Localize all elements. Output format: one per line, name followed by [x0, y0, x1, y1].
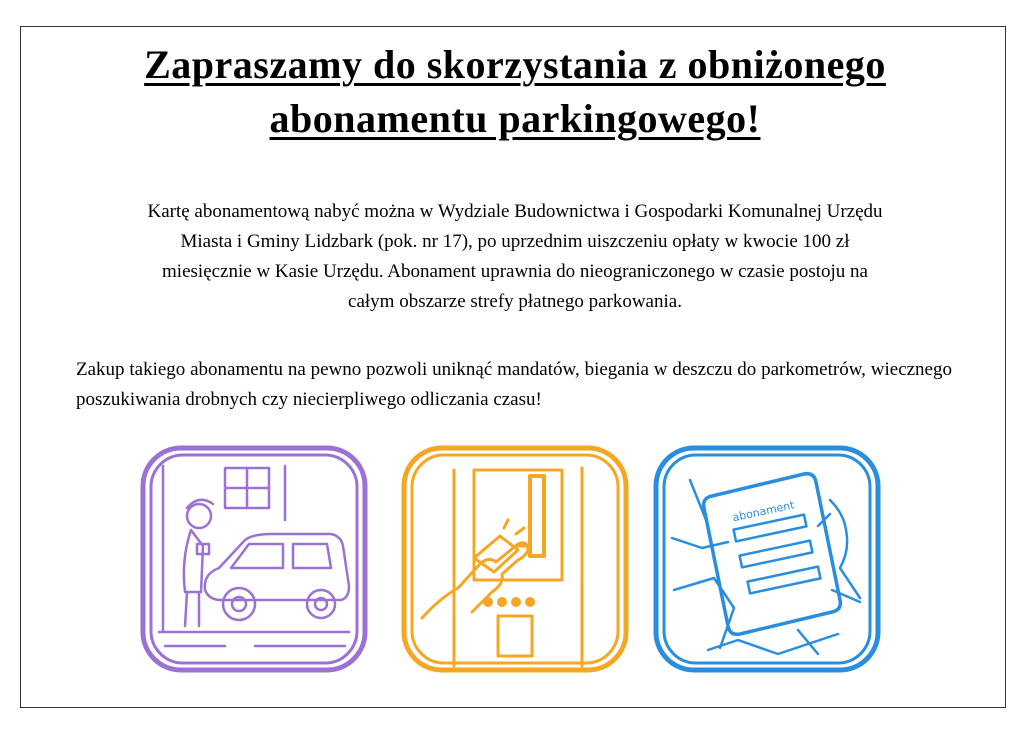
parking-car-illustration — [135, 440, 373, 678]
info-line-2: Miasta i Gminy Lidzbark (pok. nr 17), po uprzednim uiszczeniu opłaty w kwocie 100 zł — [180, 231, 850, 252]
info-paragraph — [70, 197, 960, 317]
page-title — [0, 38, 1030, 146]
car-parking-icon — [135, 440, 373, 678]
title-line-1: Zapraszamy do skorzystania z obniżonego — [144, 42, 886, 87]
subscription-card-illustration — [648, 440, 886, 678]
benefits-paragraph: Zakup takiego abonamentu na pewno pozwoli uniknąć mandatów, biegania w deszczu do parkometrów, wiecznego poszukiwania drobnych czy niecierpliwego odliczania czasu! — [76, 359, 952, 410]
parking-meter-illustration — [396, 440, 634, 678]
card-label: abonament — [731, 498, 796, 525]
parking-meter-icon — [396, 440, 634, 678]
title-line-2: abonamentu parkingowego! — [269, 96, 761, 141]
info-line-4: całym obszarze strefy płatnego parkowania. — [348, 291, 682, 312]
info-line-1: Kartę abonamentową nabyć można w Wydziale Budownictwa i Gospodarki Komunalnej Urzędu — [147, 201, 883, 222]
subscription-card-icon — [648, 440, 886, 678]
info-line-3: miesięcznie w Kasie Urzędu. Abonament uprawnia do nieograniczonego w czasie postoju na — [162, 261, 868, 282]
